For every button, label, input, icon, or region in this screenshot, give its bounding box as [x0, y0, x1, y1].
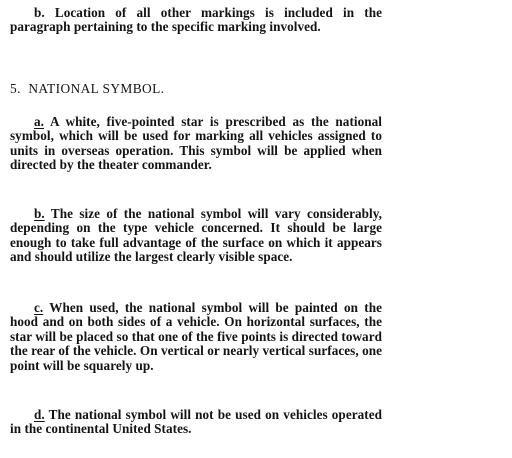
paragraph-label: b.: [34, 206, 45, 221]
paragraph-text: The national symbol will not be used on vehicles operated in the continental United States.: [10, 407, 382, 437]
paragraph-b-location-of-markings: [10, 6, 382, 35]
paragraph-text: Location of all other markings is included in the paragraph pertaining to the specific marking involved.: [10, 5, 382, 35]
paragraph-label: b.: [34, 5, 45, 20]
paragraph-label: d.: [34, 407, 45, 422]
paragraph-text: When used, the national symbol will be painted on the hood and on both sides of a vehicle. On horizontal surfaces, the star will be placed so that one of the five points is directed toward the rear of the vehicle. On vertical or nearly vertical surfaces, one point will be squarely up.: [10, 300, 383, 373]
paragraph-text: The size of the national symbol will vary considerably, depending on the type vehicle concerned. It should be large enough to take full advantage of the surface on which it appears and should utilize the largest clearly visible space.: [10, 206, 382, 265]
paragraph-label: a.: [34, 114, 44, 129]
paragraph-b-symbol-size: [10, 207, 382, 265]
paragraph-d-continental-use: [10, 408, 382, 437]
paragraph-label: c.: [34, 300, 44, 315]
paragraph-text: A white, five-pointed star is prescribed as the national symbol, which will be used for marking all vehicles assigned to units in overseas operation. This symbol will be applied when directed by the theater commander.: [10, 114, 382, 173]
section-title: NATIONAL SYMBOL.: [28, 81, 165, 96]
paragraph-a-national-symbol: [10, 115, 382, 173]
paragraph-c-symbol-placement: [10, 301, 382, 373]
section-heading: [10, 81, 164, 97]
section-number: 5.: [10, 81, 21, 96]
